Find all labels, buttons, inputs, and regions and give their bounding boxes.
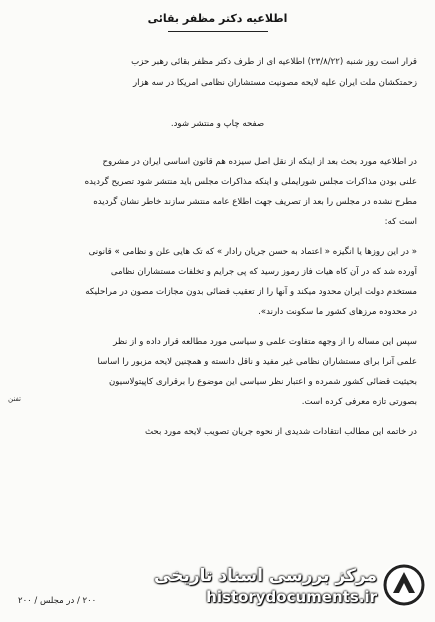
document-line: آورده شد که در آن کاه هیات فاز رموز رسید که پی جرایم و تخلفات مستشاران نظامی bbox=[110, 267, 417, 277]
document-line: صفحه چاپ و منتشر شود. bbox=[170, 119, 265, 129]
document-line: در خاتمه این مطالب انتقادات شدیدی از نحوه جریان تصویب لایحه مورد بحث bbox=[144, 427, 417, 437]
document-line: مستخدم دولت ایران محدود میکند و آنها را از تعقیب قضائی بدون مجازات مصون در مراحلیکه bbox=[85, 287, 417, 297]
document-line: بصورتی تازه معرفی کرده است. bbox=[301, 397, 417, 407]
archive-logo-icon bbox=[381, 562, 427, 608]
document-title: اطلاعیه دکتر مظفر بقائی bbox=[147, 12, 288, 25]
document-line: در اطلاعیه مورد بحث بعد از اینکه از نقل اصل سیزده هم قانون اساسی ایران در مشروح bbox=[102, 157, 417, 167]
document-line: در محدوده مرزهای کشور ما سکونت دارند». bbox=[258, 307, 417, 317]
document-line: است که: bbox=[384, 217, 417, 227]
document-line: علمی آنرا برای مستشاران نظامی غیر مفید و ناقل دانسته و همچنین لایحه مزبور را اساسا bbox=[97, 357, 417, 367]
document-line: علنی بودن مذاکرات مجلس شورایملی و اینکه مذاکرات مجلس باید منتشر شود تصریح گردیده bbox=[84, 177, 417, 187]
document-line: قرار است روز شنبه (۲۳/۸/۲۲) اطلاعیه ای از طرف دکتر مظفر بقائی رهبر حزب bbox=[131, 57, 417, 67]
watermark-name: مرکز بررسی اسناد تاریخی bbox=[154, 566, 377, 586]
margin-note: تفنن bbox=[8, 395, 21, 403]
document-line: زحمتکشان ملت ایران علیه لایحه مصونیت مستشاران نظامی امریکا در سه هزار bbox=[133, 78, 417, 88]
watermark-text bbox=[127, 566, 377, 606]
document-footer-code: ۲۰۰ / در مجلس / ۲۰۰ bbox=[18, 596, 97, 606]
document-line: « در این روزها یا انگیزه « اعتماد به حسن جریان رادار » که تک هایی علن و نظامی » قانونی bbox=[88, 247, 417, 257]
document-line: سپس این مساله را از وجهه متفاوت علمی و سیاسی مورد مطالعه قرار داده و از نظر bbox=[113, 337, 417, 347]
document-line: بحیثیت قضائی کشور شمرده و اعتبار نظر سیاسی این موضوع را برقراری کاپیتولاسیون bbox=[108, 377, 417, 387]
title-underline bbox=[168, 31, 268, 32]
watermark-url: historydocuments.ir bbox=[206, 588, 377, 606]
document-line: مطرح نشده در مجلس را بعد از تصریف جهت اطلاع عامه منتشر سازند خاطر نشان گردیده bbox=[93, 197, 417, 207]
